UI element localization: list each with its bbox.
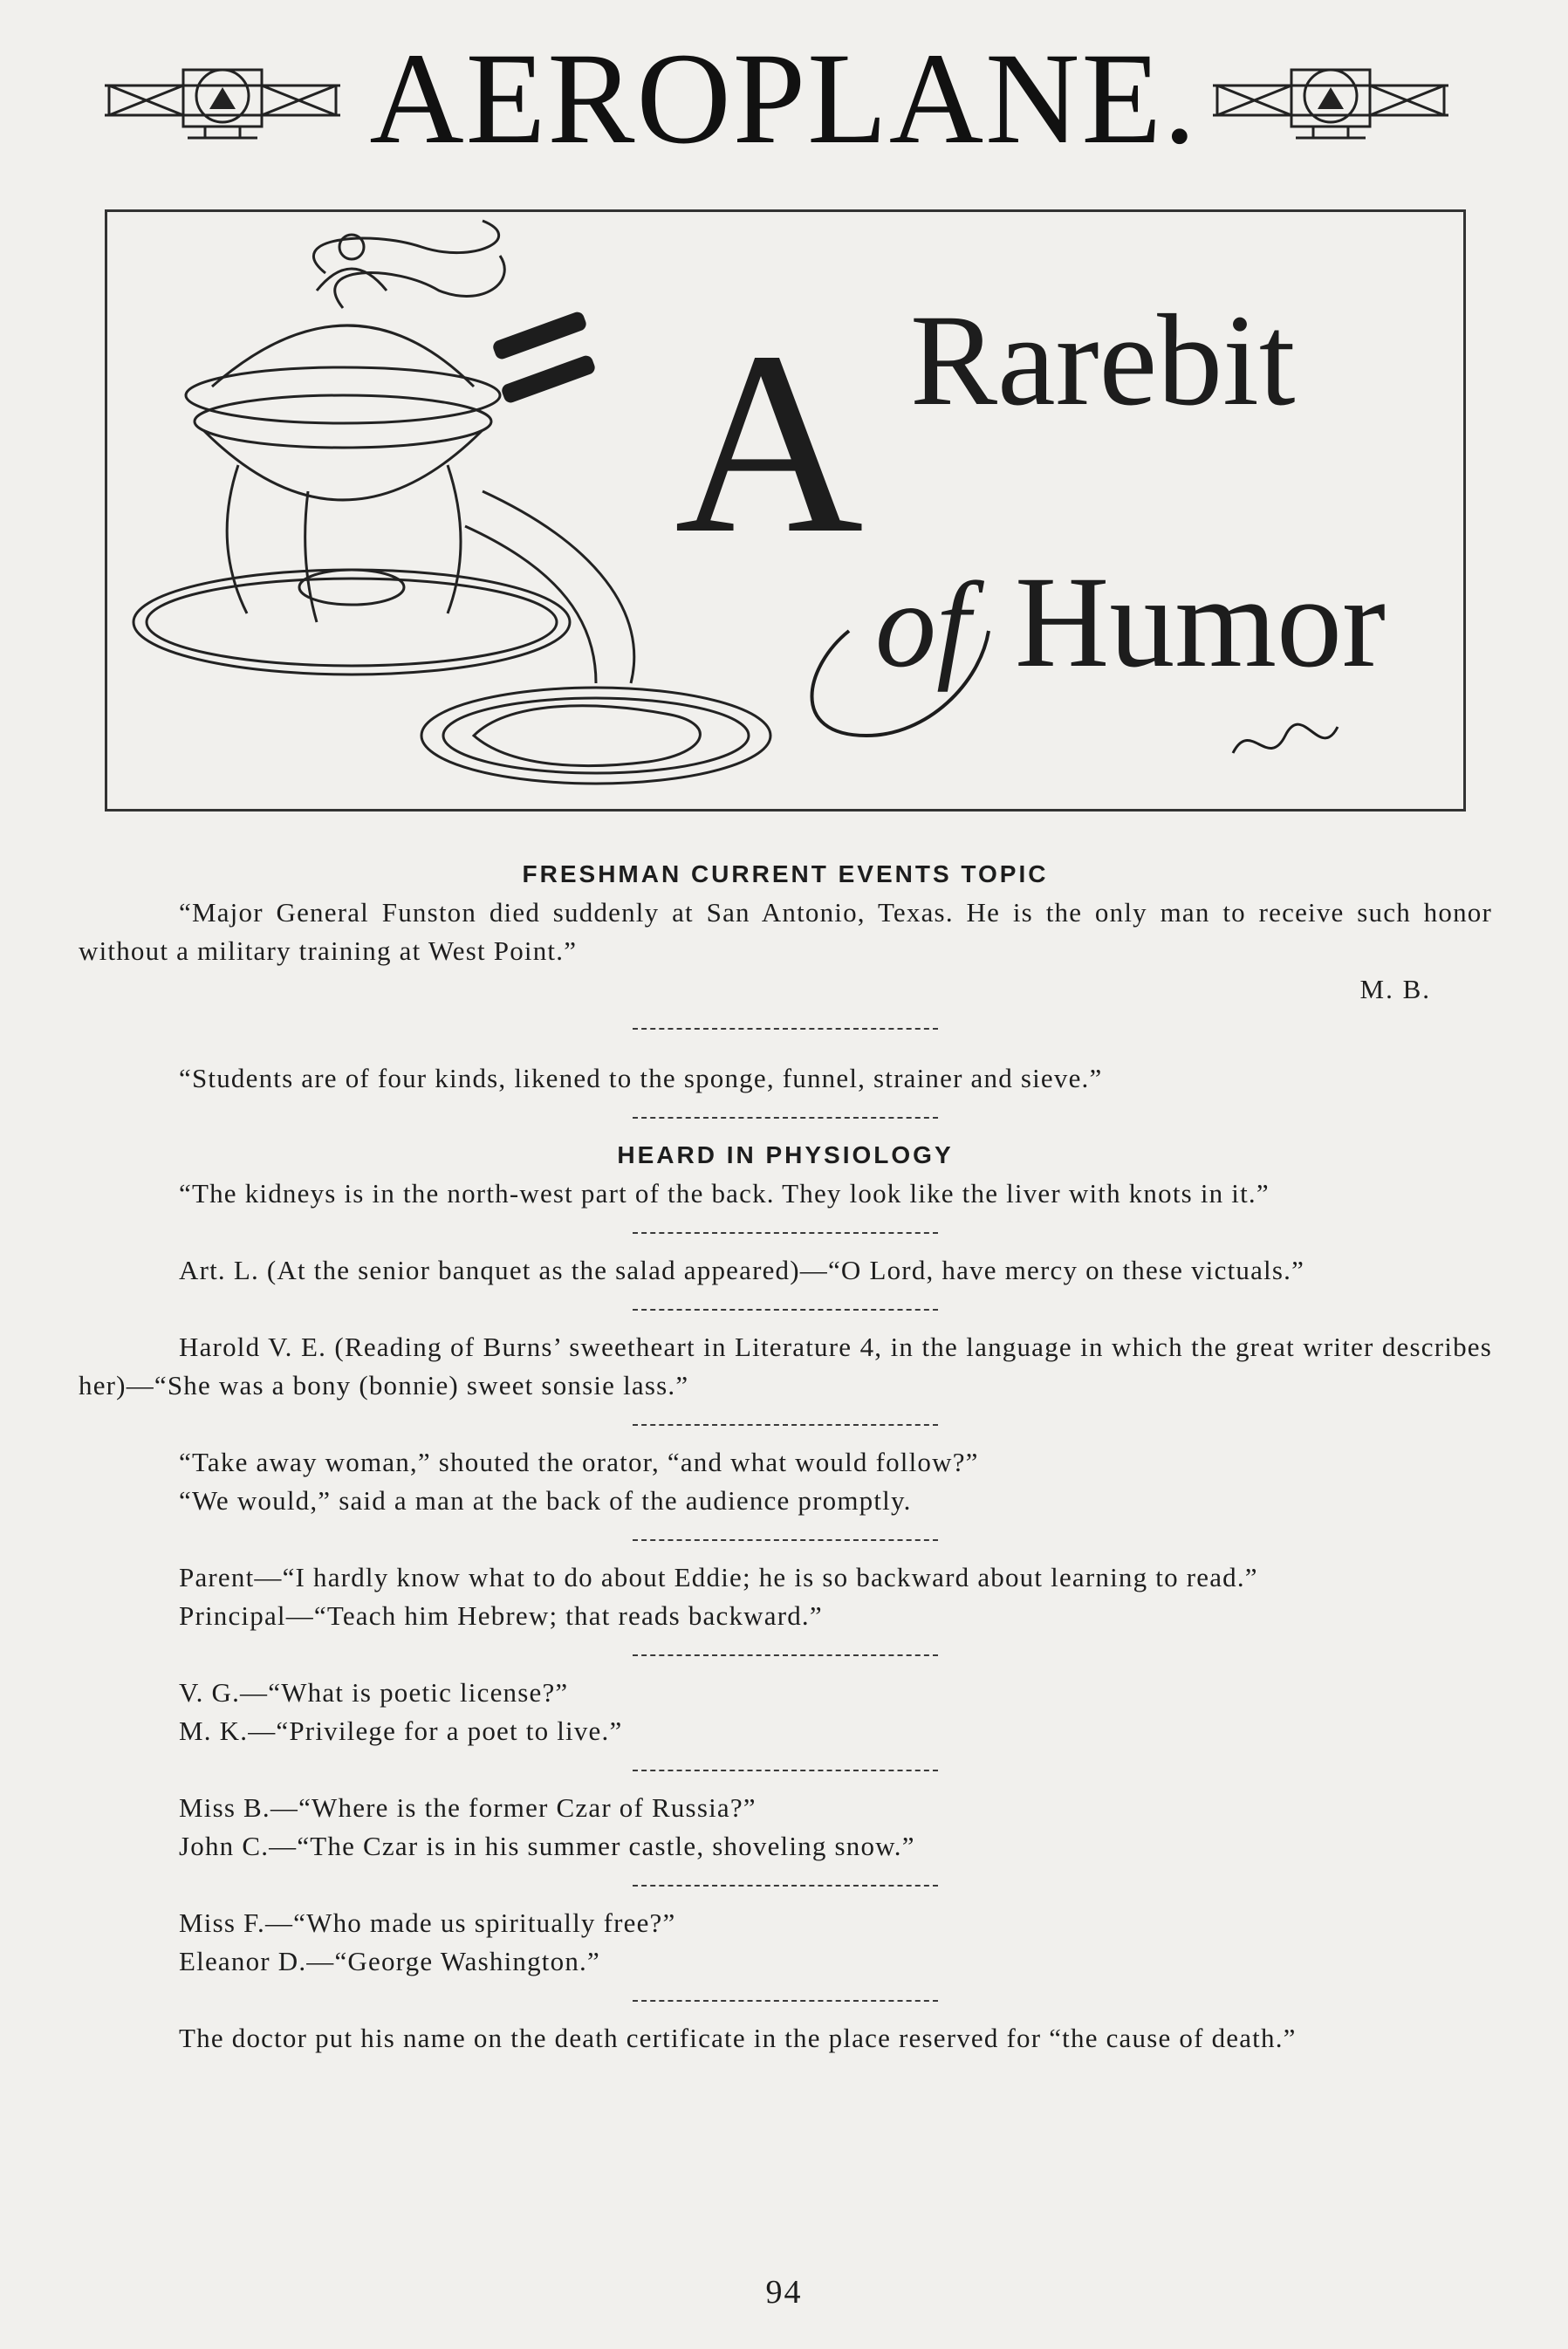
section-heading: FRESHMAN CURRENT EVENTS TOPIC [522,860,1049,887]
joke-text: “Major General Funston died suddenly at San Antonio, Texas. He is the only man to receive such honor without a military training at West Point.” [79,897,1492,966]
joke-text: Harold V. E. (Reading of Burns’ sweetheart in Literature 4, in the language in which the great writer describes her)—“She was a bony (bonnie) sweet sonsie lass.” [79,1332,1492,1400]
biplane-icon [100,52,345,148]
joke-line: V. G.—“What is poetic license?” [179,1677,569,1708]
joke-line: Principal—“Teach him Hebrew; that reads backward.” [179,1600,823,1631]
banner-illustration [105,209,1466,812]
svg-text:Rarebit: Rarebit [910,288,1296,433]
joke-text: Art. L. (At the senior banquet as the salad appeared)—“O Lord, have mercy on these victuals.” [179,1255,1305,1285]
joke-text: The doctor put his name on the death certificate in the place reserved for “the cause of death.” [179,2023,1297,2053]
separator [633,1520,938,1558]
joke-line: “Take away woman,” shouted the orator, “and what would follow?” [179,1447,979,1477]
joke-line: “We would,” said a man at the back of the audience promptly. [179,1485,912,1516]
svg-text:A: A [674,298,864,587]
joke-line: Eleanor D.—“George Washington.” [179,1946,600,1976]
svg-text:of: of [875,558,970,693]
separator [633,1098,938,1136]
page-number: 94 [765,2274,803,2311]
separator [633,1290,938,1328]
joke-text: Parent—“I hardly know what to do about Eddie; he is so backward about learning to read.” [179,1562,1258,1592]
chafing-dish-illustration [107,212,1469,814]
separator [633,1213,938,1251]
joke-text: “Students are of four kinds, likened to the sponge, funnel, strainer and sieve.” [179,1063,1103,1093]
biplane-icon [1209,52,1453,148]
joke-text: “The kidneys is in the north-west part of the back. They look like the liver with knots in it.” [179,1178,1270,1209]
svg-text:Humor: Humor [1015,550,1386,695]
joke-attribution: M. B. [1359,974,1431,1004]
joke-line: Miss F.—“Who made us spiritually free?” [179,1907,676,1938]
separator [633,1405,938,1443]
separator [633,1635,938,1674]
separator [633,1750,938,1789]
separator [633,1981,938,2019]
humor-column [79,855,1492,2058]
joke-line: M. K.—“Privilege for a poet to live.” [179,1716,623,1746]
joke-line: Miss B.—“Where is the former Czar of Russia?” [179,1792,757,1823]
separator [633,1009,938,1047]
joke-line: John C.—“The Czar is in his summer castle, shoveling snow.” [179,1831,915,1861]
masthead [0,26,1568,171]
separator [633,1866,938,1904]
masthead-title: AEROPLANE. [369,26,1198,171]
section-heading: HEARD IN PHYSIOLOGY [617,1141,954,1168]
